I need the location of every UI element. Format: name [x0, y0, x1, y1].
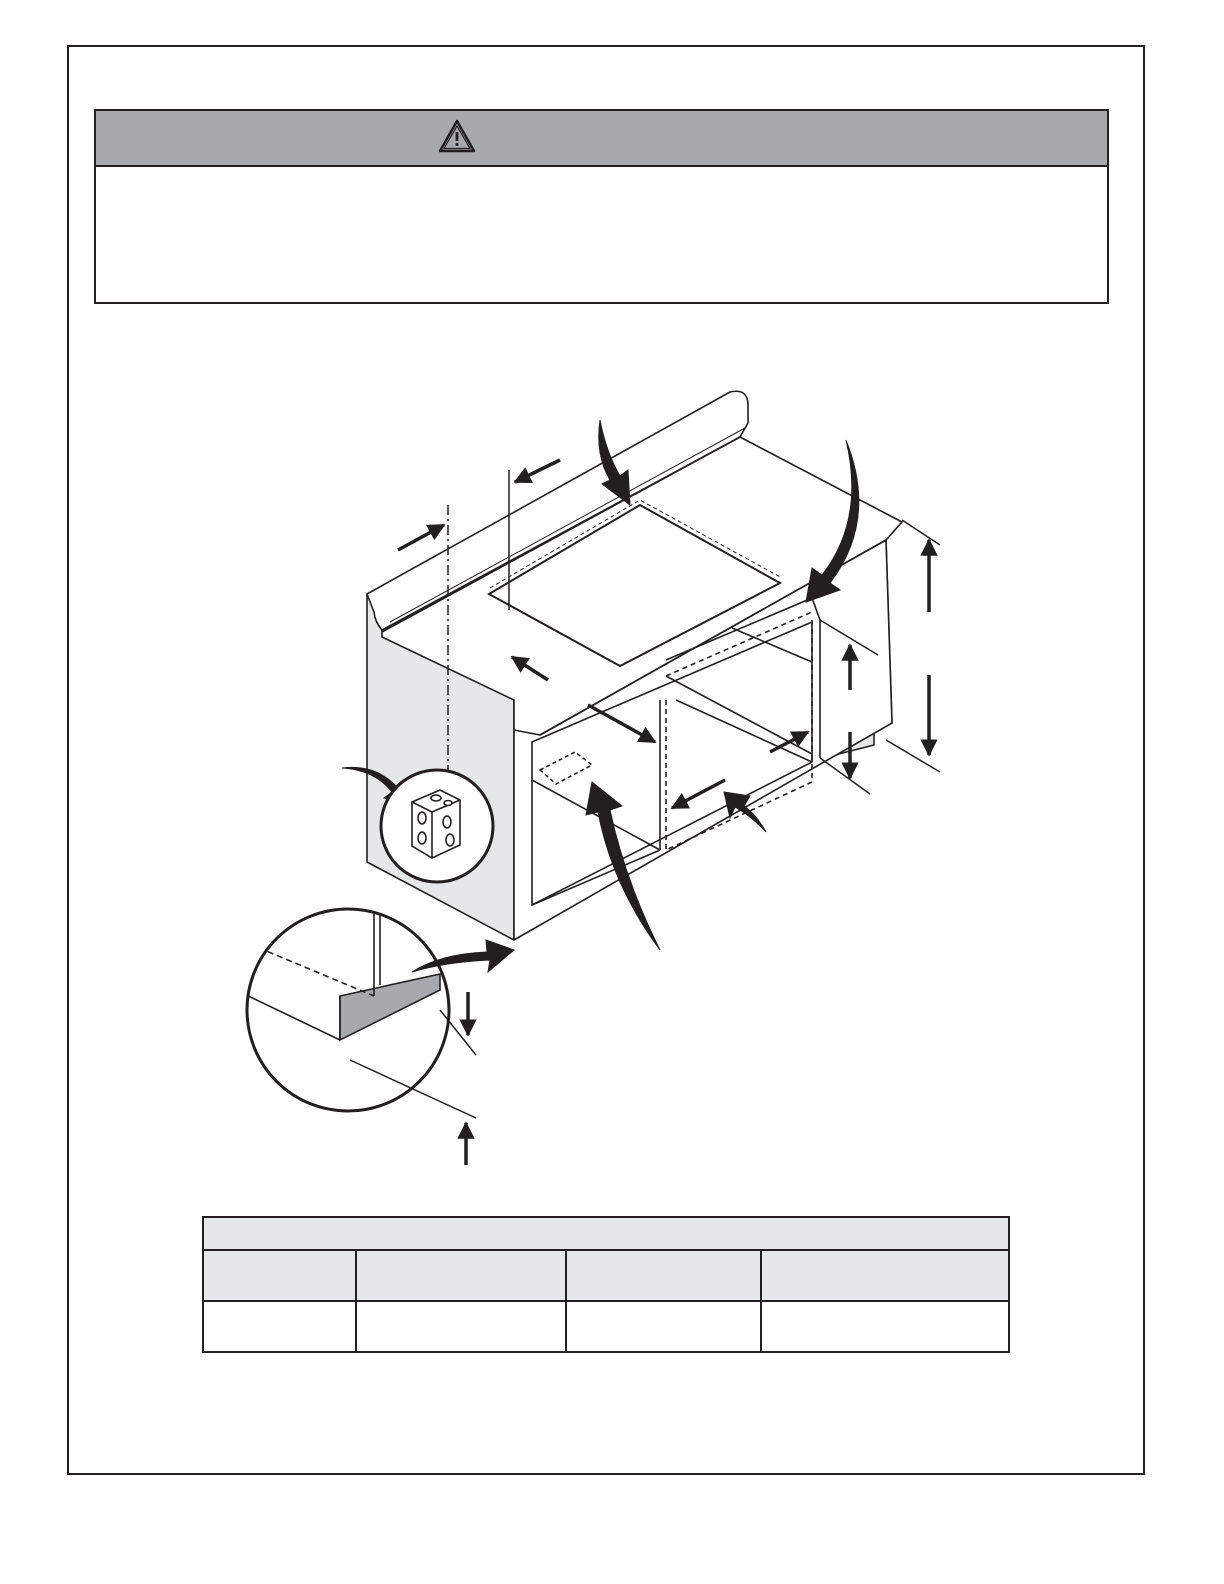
- base-detail-callout-arrow: [412, 940, 514, 972]
- table-header-cell: [356, 1250, 566, 1301]
- table-cell: [356, 1301, 566, 1352]
- specification-table: [202, 1216, 1010, 1353]
- table-title: [203, 1217, 1009, 1250]
- table-header-cell: [761, 1250, 1009, 1301]
- junction-box-detail: [381, 770, 493, 882]
- table-cell: [761, 1301, 1009, 1352]
- table-header-cell: [203, 1250, 356, 1301]
- base-detail: [240, 909, 449, 1130]
- table-cell: [203, 1301, 356, 1352]
- table-row: [203, 1301, 1009, 1352]
- table-header-cell: [566, 1250, 761, 1301]
- table-cell: [566, 1301, 761, 1352]
